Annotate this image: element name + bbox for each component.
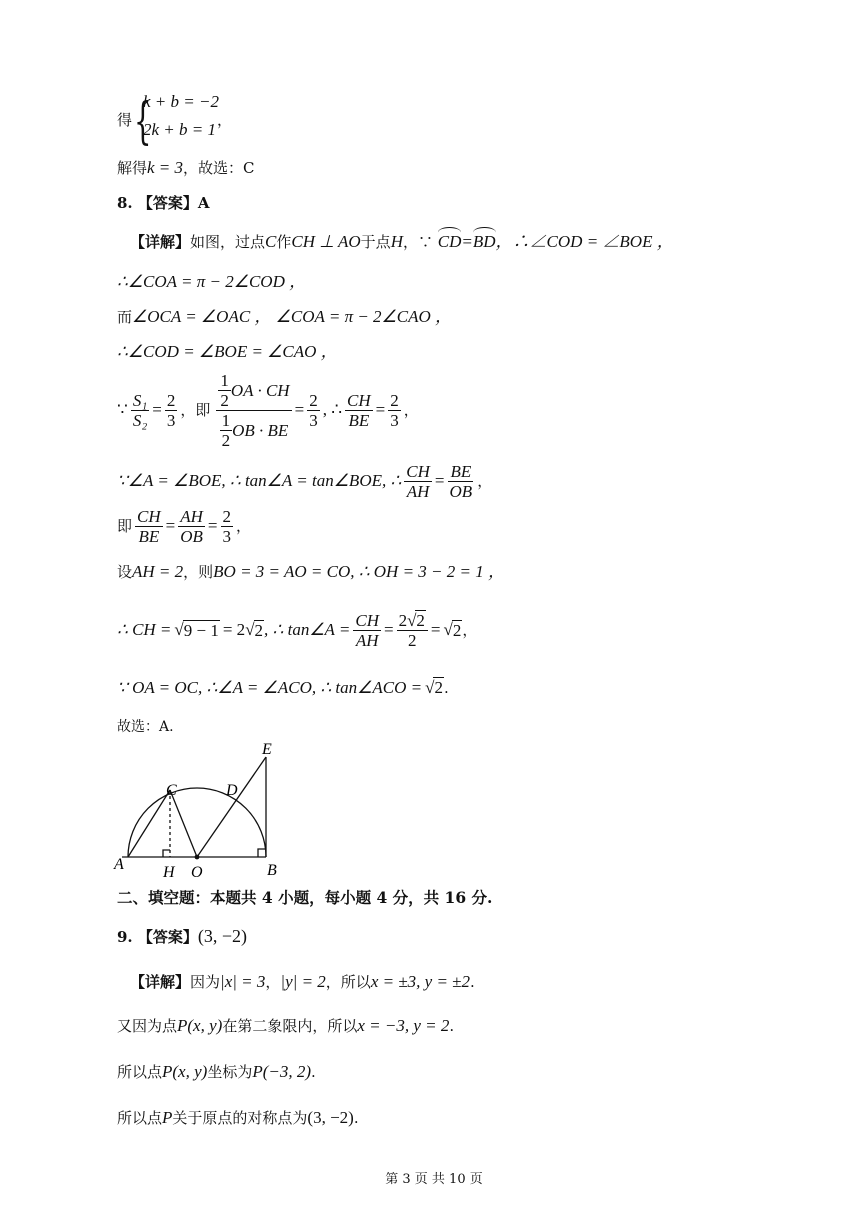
system-eq1: k + b = −2 xyxy=(143,92,219,111)
segment-ac xyxy=(128,790,170,857)
q8-line8: 设AH = 2，则BO = 3 = AO = CO, ∴ OH = 3 − 2 = 1 ， xyxy=(117,562,506,581)
q8-line7: 即 $\frac{CH}{BE}$ = $\frac{AH}{OB}$ = $\frac{2}{3}$ ， xyxy=(117,506,252,546)
q8-line2: ∴∠COA = π − 2∠COD ， xyxy=(117,272,307,291)
q8-line10: ∵ OA = OC, ∴∠A = ∠ACO, ∴ tan∠ACO = √2. xyxy=(117,678,449,697)
segment-co xyxy=(170,790,197,857)
q8-line4: ∴∠COD = ∠BOE = ∠CAO ， xyxy=(117,342,338,361)
q9-line3: 所以点P(x, y)坐标为P(−3, 2). xyxy=(117,1062,316,1081)
q8-line9: ∴ CH = √ 9 − 1 = 2 √ 2 , ∴ tan∠A = $\frac{CH}{AH}$ = $\frac{2√2}{2}$ = √ 2 ， xyxy=(117,610,478,650)
segment-oe xyxy=(197,757,266,857)
label-c: C xyxy=(166,782,177,799)
label-d: D xyxy=(226,782,238,799)
page-footer: 第 3 页 共 10 页 xyxy=(385,1172,483,1187)
brace-icon: { xyxy=(134,92,152,150)
label-e: E xyxy=(262,741,272,758)
system-eq2: 2k + b = 1 xyxy=(143,120,216,139)
q9-line4: 所以点P关于原点的对称点为(3, −2). xyxy=(117,1108,359,1127)
point-o xyxy=(195,855,200,860)
q8-answer-label: 8. 【答案】A xyxy=(117,194,210,212)
q8-detail-line1: 【详解】如图，过点C作CH ⊥ AO于点H，∵ CD=BD，∴∠COD = ∠BOE ， xyxy=(130,232,674,251)
system-prefix: 得 xyxy=(117,111,133,129)
arc-cd: CD xyxy=(437,232,462,251)
q8-line6: ∵∠A = ∠BOE, ∴ tan∠A = tan∠BOE, ∴ $\frac{CH}{AH}$ = $\frac{BE}{OB}$ ， xyxy=(117,461,493,501)
solve-line: 解得k = 3，故选：C xyxy=(117,158,255,177)
label-b: B xyxy=(267,862,277,879)
semicircle-arc xyxy=(128,788,266,857)
solve-expr: k = 3 xyxy=(147,158,184,177)
label-a: A xyxy=(114,856,124,873)
q9-line1: 【详解】因为|x| = 3，|y| = 2，所以x = ±3, y = ±2. xyxy=(130,972,475,991)
system-suffix: ， xyxy=(217,111,233,129)
q9-line2: 又因为点P(x, y)在第二象限内，所以x = −3, y = 2. xyxy=(117,1016,455,1035)
arc-bd: BD xyxy=(472,232,496,251)
q9-answer: 9. 【答案】(3, −2) xyxy=(117,926,248,946)
q8-conclusion: 故选：A. xyxy=(117,719,174,735)
q8-line5: ∵ $\frac{\text{S₁}}{\text{S₂}}$ = $\frac{2}{3}$ ，即 $\frac{1}{2}$ OA · CH $\frac{1}{2}$ OB · BE = $\frac{2}{3}$ , ∴ $\frac{CH}{BE}$ = $\frac{2}{3}$ ， xyxy=(117,370,419,450)
label-o: O xyxy=(191,864,203,881)
right-angle-h xyxy=(163,850,170,857)
geometry-figure xyxy=(110,735,290,883)
right-angle-b xyxy=(258,849,266,857)
label-h: H xyxy=(163,864,175,881)
section-2-heading: 二、填空题：本题共 4 小题，每小题 4 分，共 16 分. xyxy=(117,888,493,907)
q8-line3: 而∠OCA = ∠OAC ， ∠COA = π − 2∠CAO ， xyxy=(117,307,453,326)
